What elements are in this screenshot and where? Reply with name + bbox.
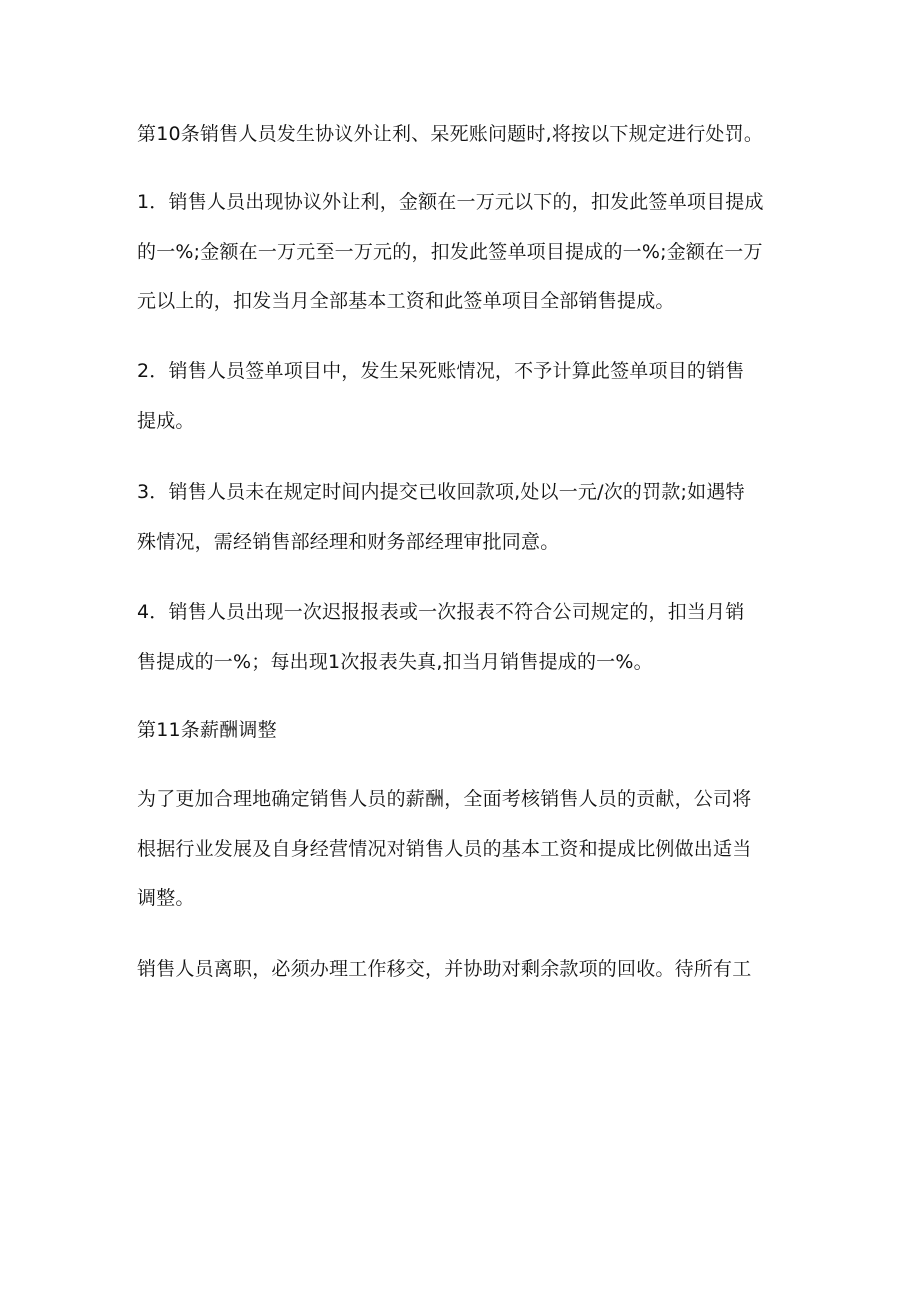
clause-2-line-2: 提成。 [137,410,195,432]
salary-adjustment-line-1: 为了更加合理地确定销售人员的薪酬，全面考核销售人员的贡献，公司将 [137,788,752,810]
clause-2-line-1: 2．销售人员签单项目中，发生呆死账情况，不予计算此签单项目的销售 [137,360,745,382]
clause-1-line-2: 的一%;金额在一万元至一万元的，扣发此签单项目提成的一%;金额在一万 [137,241,763,263]
clause-4-line-1: 4．销售人员出现一次迟报报表或一次报表不符合公司规定的，扣当月销 [137,601,745,623]
clause-1-line-1: 1．销售人员出现协议外让利，金额在一万元以下的，扣发此签单项目提成 [137,191,764,213]
clause-1-line-3: 元以上的，扣发当月全部基本工资和此签单项目全部销售提成。 [137,290,675,312]
clause-3-line-1: 3．销售人员未在规定时间内提交已收回款项,处以一元/次的罚款;如遇特 [137,481,745,503]
article-10-heading: 第10条销售人员发生协议外让利、呆死账问题时,将按以下规定进行处罚。 [137,123,764,145]
clause-4-line-2: 售提成的一%；每出现1次报表失真,扣当月销售提成的一%。 [137,651,653,673]
salary-adjustment-line-3: 调整。 [137,887,195,909]
salary-adjustment-line-2: 根据行业发展及自身经营情况对销售人员的基本工资和提成比例做出适当 [137,838,752,860]
clause-3-line-2: 殊情况，需经销售部经理和财务部经理审批同意。 [137,531,560,553]
resignation-line-1: 销售人员离职，必须办理工作移交，并协助对剩余款项的回收。待所有工 [137,958,752,980]
article-11-heading: 第11条薪酬调整 [137,719,277,741]
